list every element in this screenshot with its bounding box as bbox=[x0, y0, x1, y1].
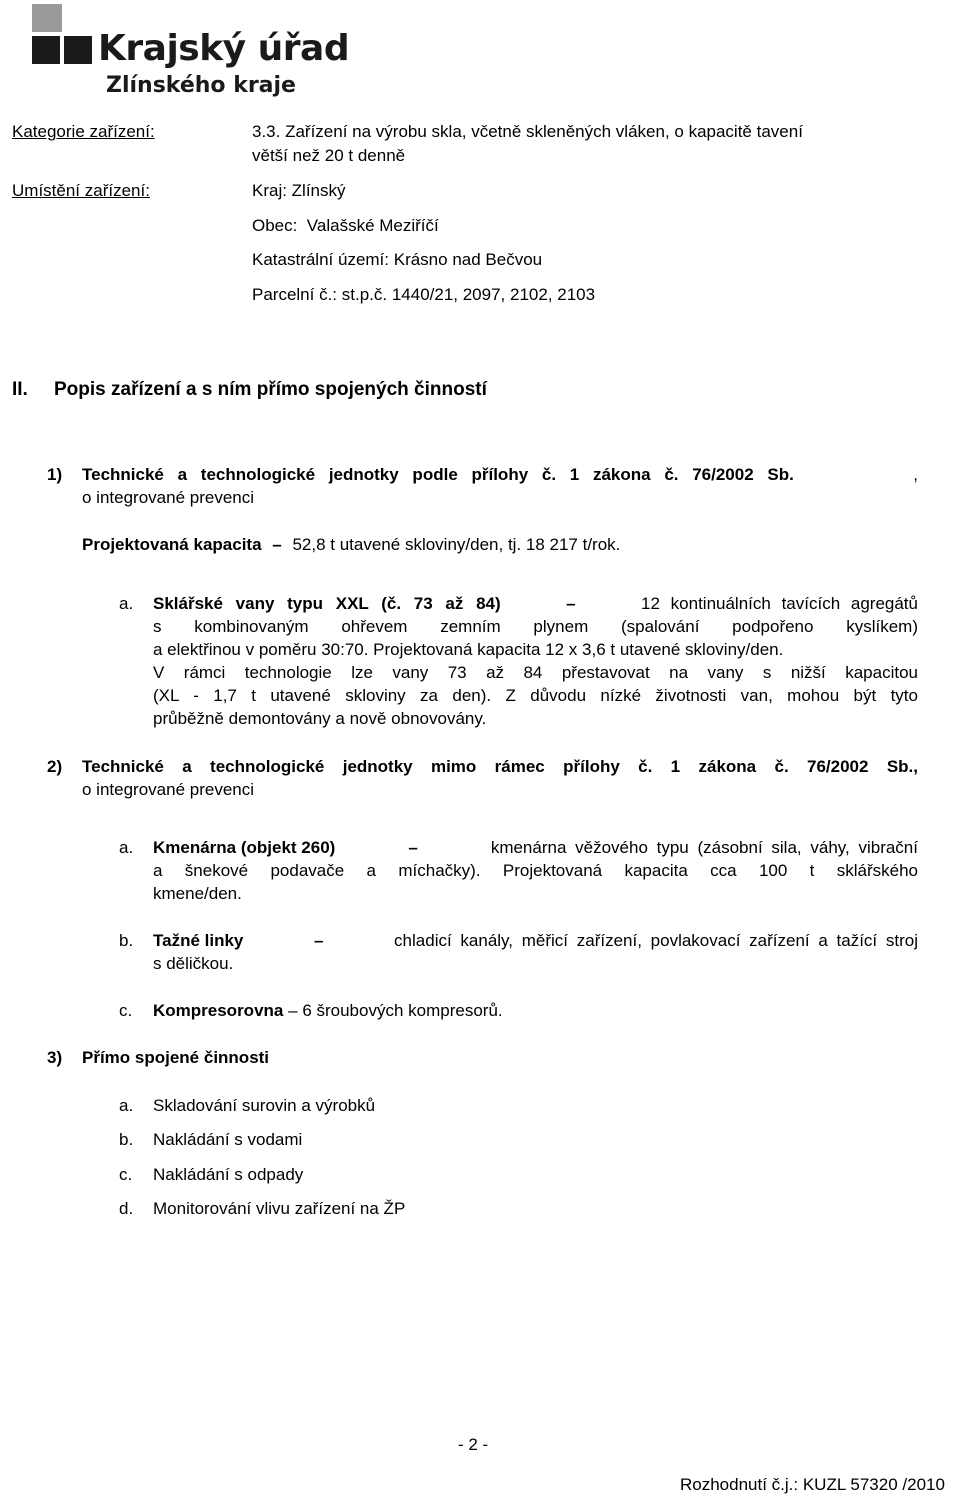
logo-square-gray bbox=[32, 4, 62, 32]
item2-a-letter: a. bbox=[119, 838, 134, 857]
item2-title-2: o integrované prevenci bbox=[82, 780, 255, 799]
item2-c-line bbox=[153, 1001, 503, 1021]
item3-d-text: Monitorování vlivu zařízení na ŽP bbox=[153, 1199, 406, 1218]
location-parcel: Parcelní č.: st.p.č. 1440/21, 2097, 2102, 2103 bbox=[252, 285, 596, 304]
compressor-text: 6 šroubových kompresorů. bbox=[302, 1001, 503, 1020]
logo-title: Krajský úřad bbox=[98, 28, 350, 69]
drawing-lines-dash: – bbox=[313, 931, 324, 950]
item2-number: 2) bbox=[47, 757, 63, 776]
item2-b-line-2: s děličkou. bbox=[153, 954, 234, 973]
item1-a-line-1 bbox=[153, 594, 918, 614]
section-title: Popis zařízení a s ním přímo spojených činností bbox=[54, 379, 487, 400]
item1-a-line-2: s kombinovaným ohřevem zemním plynem (spalování podpořeno kyslíkem) bbox=[153, 617, 918, 636]
item1-a-line-3: a elektřinou v poměru 30:70. Projektovaná kapacita 12 x 3,6 t utavené skloviny/den. bbox=[153, 640, 784, 659]
compressor-title: Kompresorovna bbox=[153, 1001, 284, 1020]
item1-a-line-6: průběžně demontovány a nově obnovovány. bbox=[153, 709, 487, 728]
drawing-lines-title: Tažné linky bbox=[153, 931, 244, 950]
batch-plant-title: Kmenárna (objekt 260) bbox=[153, 838, 336, 857]
item1-title: Technické a technologické jednotky podle přílohy č. 1 zákona č. 76/2002 Sb. bbox=[82, 465, 794, 484]
logo-square-black-2 bbox=[64, 36, 92, 64]
item3-c-text: Nakládání s odpady bbox=[153, 1165, 304, 1184]
page-number: - 2 - bbox=[458, 1435, 489, 1454]
item2-b-letter: b. bbox=[119, 931, 134, 950]
capacity-label: Projektovaná kapacita bbox=[82, 535, 262, 554]
category-line-2: větší než 20 t denně bbox=[252, 146, 406, 165]
glass-tanks-line-1: 12 kontinuálních tavících agregátů bbox=[641, 594, 918, 613]
section-number: II. bbox=[12, 379, 28, 400]
item2-a-line-2: a šnekové podavače a míchačky). Projektovaná kapacita cca 100 t sklářského bbox=[153, 861, 918, 880]
item3-a-letter: a. bbox=[119, 1096, 134, 1115]
location-katastr: Katastrální území: Krásno nad Bečvou bbox=[252, 250, 543, 269]
item1-a-letter: a. bbox=[119, 594, 134, 613]
drawing-lines-line-1: chladicí kanály, měřicí zařízení, povlakovací zařízení a tažící stroj bbox=[394, 931, 918, 950]
item1-a-line-5: (XL - 1,7 t utavené skloviny za den). Z důvodu nízké životnosti van, mohou být tyto bbox=[153, 686, 918, 705]
glass-tanks-dash: – bbox=[566, 594, 576, 613]
item3-c-letter: c. bbox=[119, 1165, 133, 1184]
document-reference: Rozhodnutí č.j.: KUZL 57320 /2010 bbox=[680, 1475, 945, 1494]
capacity-dash: – bbox=[272, 535, 282, 554]
category-label: Kategorie zařízení: bbox=[12, 122, 155, 141]
location-obec: Obec: Valašské Meziříčí bbox=[252, 216, 439, 235]
location-kraj: Kraj: Zlínský bbox=[252, 181, 346, 200]
batch-plant-line-1: kmenárna věžového typu (zásobní sila, váhy, vibrační bbox=[490, 838, 918, 857]
location-label: Umístění zařízení: bbox=[12, 181, 150, 200]
category-line-1: 3.3. Zařízení na výrobu skla, včetně skleněných vláken, o kapacitě tavení bbox=[252, 122, 803, 141]
item1-a-line-4: V rámci technologie lze vany 73 až 84 přestavovat na vany s nižší kapacitou bbox=[153, 663, 918, 682]
item2-title: Technické a technologické jednotky mimo rámec přílohy č. 1 zákona č. 76/2002 Sb., bbox=[82, 757, 918, 776]
item2-a-line-3: kmene/den. bbox=[153, 884, 242, 903]
item3-number: 3) bbox=[47, 1048, 63, 1067]
item3-b-text: Nakládání s vodami bbox=[153, 1130, 303, 1149]
item2-c-letter: c. bbox=[119, 1001, 133, 1020]
batch-plant-dash: – bbox=[408, 838, 418, 857]
logo-subtitle: Zlínského kraje bbox=[106, 73, 296, 98]
item3-d-letter: d. bbox=[119, 1199, 134, 1218]
item2-b-line-1 bbox=[153, 931, 918, 951]
item3-a-text: Skladování surovin a výrobků bbox=[153, 1096, 376, 1115]
item1-number: 1) bbox=[47, 465, 63, 484]
glass-tanks-title: Sklářské vany typu XXL (č. 73 až 84) bbox=[153, 594, 501, 613]
item3-b-letter: b. bbox=[119, 1130, 134, 1149]
compressor-dash: – bbox=[288, 1001, 298, 1020]
item3-title: Přímo spojené činnosti bbox=[82, 1048, 270, 1067]
item2-a-line-1 bbox=[153, 838, 918, 858]
item1-title-2: o integrované prevenci bbox=[82, 488, 255, 507]
item1-title-wrap bbox=[82, 465, 918, 485]
logo-square-black-1 bbox=[32, 36, 60, 64]
capacity-value: 52,8 t utavené skloviny/den, tj. 18 217 t/rok. bbox=[292, 535, 621, 554]
item1-title-comma: , bbox=[913, 465, 918, 484]
item1-capacity bbox=[82, 535, 620, 555]
